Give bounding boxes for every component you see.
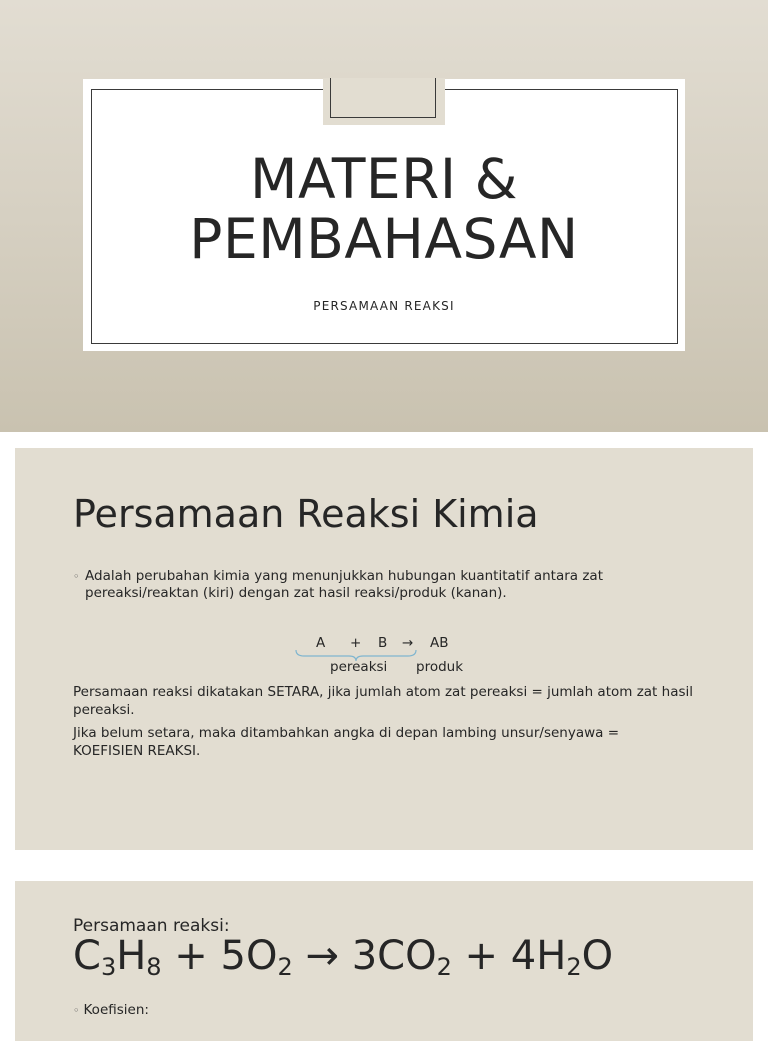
content-slide-2 <box>15 881 753 1041</box>
subtitle: PERSAMAAN REAKSI <box>313 299 455 313</box>
eq-part-5o: + 5O <box>161 933 278 979</box>
example-reactant-a: A <box>316 635 326 651</box>
main-title <box>83 149 685 269</box>
eq-part-3co: → 3CO <box>292 933 437 979</box>
eq-sub-3: 3 <box>100 953 117 981</box>
example-product-ab: AB <box>430 635 449 651</box>
bullet-icon: ◦ <box>73 570 80 583</box>
eq-part-c: C <box>73 933 101 979</box>
equation-heading: Persamaan reaksi: <box>73 916 230 936</box>
title-slide <box>0 0 768 432</box>
title-card-tab-frame <box>330 78 436 118</box>
bullet-item <box>73 568 693 602</box>
eq-part-4h: + 4H <box>451 933 567 979</box>
example-arrow: → <box>402 635 414 651</box>
chemical-equation <box>73 933 613 979</box>
koefisien-label: Koefisien: <box>83 1002 149 1018</box>
eq-part-h: H <box>116 933 147 979</box>
label-reactant: pereaksi <box>330 659 388 675</box>
example-reactant-b: B <box>378 635 388 651</box>
slide-heading: Persamaan Reaksi Kimia <box>73 492 539 536</box>
main-title-line-2: PEMBAHASAN <box>189 207 579 271</box>
example-plus: + <box>350 635 362 651</box>
eq-sub-o2: 2 <box>277 953 293 981</box>
title-card-tab <box>323 78 445 125</box>
paragraph-koefisien: Jika belum setara, maka ditambahkan angka di depan lambing unsur/senyawa = KOEFISIEN REAKSI. <box>73 725 620 759</box>
koefisien-bullet <box>73 1002 149 1018</box>
bullet-icon: ◦ <box>73 1004 80 1017</box>
eq-part-o: O <box>581 933 614 979</box>
bullet-text: Adalah perubahan kimia yang menunjukkan hubungan kuantitatif antara zat pereaksi/reaktan (kiri) dengan zat hasil reaksi/produk (kanan). <box>85 568 604 601</box>
content-slide-1 <box>15 448 753 850</box>
eq-sub-8: 8 <box>146 953 162 981</box>
paragraph-setara: Persamaan reaksi dikatakan SETARA, jika jumlah atom zat pereaksi = jumlah atom zat hasil pereaksi. <box>73 684 694 718</box>
label-product: produk <box>416 659 464 675</box>
main-title-line-1: MATERI & <box>250 147 518 211</box>
eq-sub-h2: 2 <box>566 953 582 981</box>
title-card <box>83 79 685 351</box>
eq-sub-co2: 2 <box>436 953 452 981</box>
